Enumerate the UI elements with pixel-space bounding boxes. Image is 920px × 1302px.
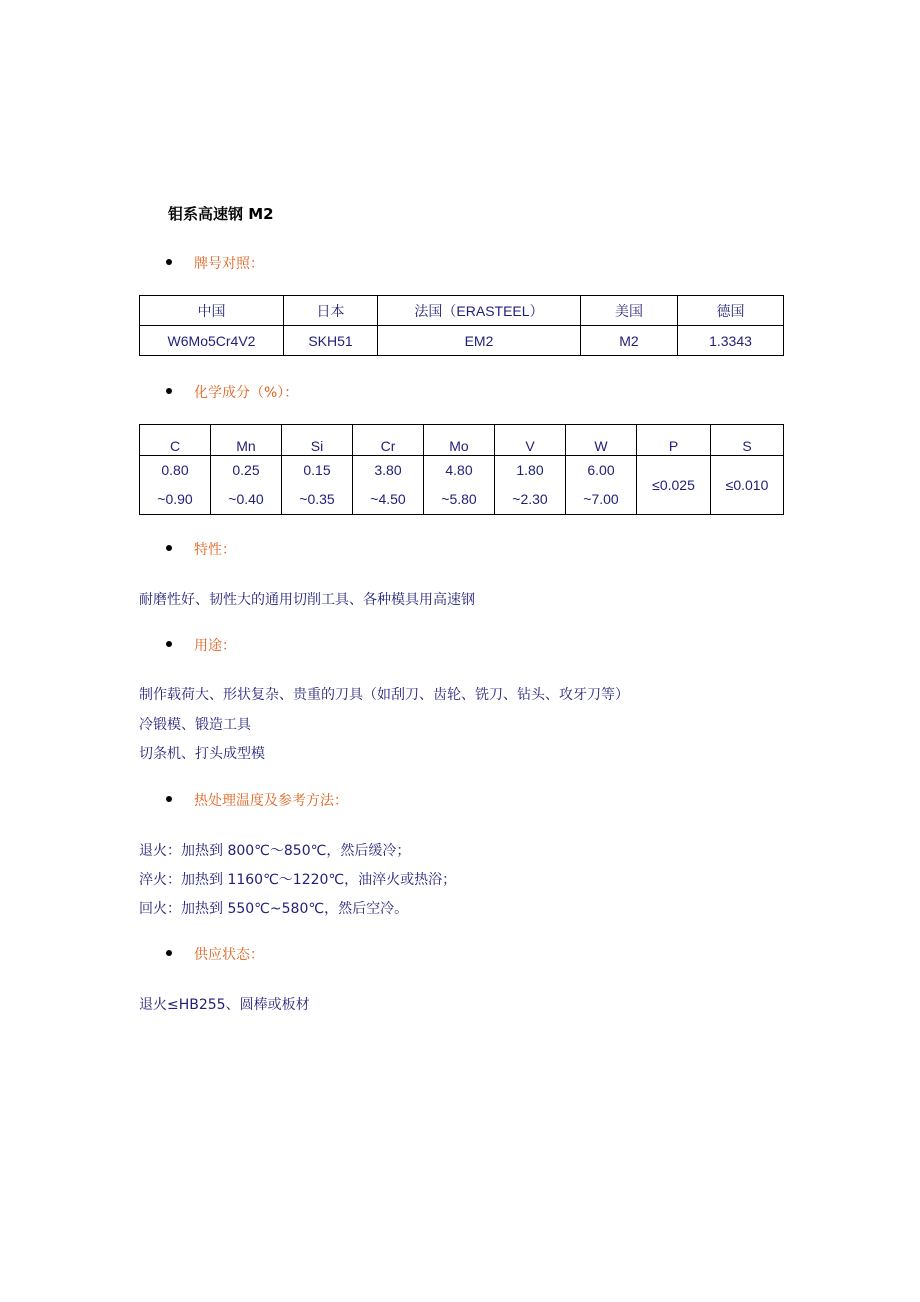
grade-value-usa: M2 (581, 326, 678, 356)
range-max: ~0.35 (299, 491, 335, 507)
range-min: 1.80 (516, 462, 544, 478)
range-min: 4.80 (445, 462, 473, 478)
bullet-icon (166, 641, 172, 647)
range-min: 3.80 (374, 462, 402, 478)
range-max: ~7.00 (583, 491, 619, 507)
grade-value-china: W6Mo5Cr4V2 (140, 326, 284, 356)
grade-header-china: 中国 (140, 296, 284, 326)
section-heading: 供应状态： (194, 947, 264, 963)
grade-header-usa: 美国 (581, 296, 678, 326)
section-heading: 热处理温度及参考方法： (194, 793, 348, 809)
range-max: ~2.30 (512, 491, 548, 507)
composition-cell-s: ≤0.010 (711, 456, 784, 515)
grade-header-france: 法国（ERASTEEL） (378, 296, 581, 326)
element-header: Mo (424, 425, 495, 456)
composition-cell (353, 456, 424, 515)
bullet-icon (166, 545, 172, 551)
grade-value-germany: 1.3343 (678, 326, 784, 356)
range-max: ~4.50 (370, 491, 406, 507)
supply-text: 退火≤HB255、圆棒或板材 (139, 997, 310, 1013)
range-max: ~0.90 (157, 491, 193, 507)
bullet-icon (166, 388, 172, 394)
uses-line: 切条机、打头成型模 (139, 746, 265, 762)
range-max: ~0.40 (228, 491, 264, 507)
bullet-icon (166, 950, 172, 956)
section-heading: 特性： (194, 542, 236, 558)
heat-line: 回火：加热到 550℃~580℃，然后空冷。 (139, 901, 409, 917)
section-heading: 牌号对照： (194, 256, 264, 272)
element-header: W (566, 425, 637, 456)
composition-cell (566, 456, 637, 515)
range-min: 0.80 (161, 462, 189, 478)
page-title: 钼系高速钢 M2 (168, 205, 274, 223)
bullet-icon (166, 259, 172, 265)
composition-cell (495, 456, 566, 515)
element-header: C (140, 425, 211, 456)
element-header: Mn (211, 425, 282, 456)
properties-text: 耐磨性好、韧性大的通用切削工具、各种模具用高速钢 (139, 592, 475, 608)
range-min: 0.15 (303, 462, 331, 478)
composition-cell (424, 456, 495, 515)
grade-value-japan: SKH51 (284, 326, 378, 356)
range-max: ~5.80 (441, 491, 477, 507)
range-min: 6.00 (587, 462, 615, 478)
section-heading: 化学成分（%）： (194, 385, 299, 401)
grade-header-germany: 德国 (678, 296, 784, 326)
section-heading: 用途： (194, 638, 236, 654)
chemical-composition-table (139, 424, 784, 515)
grade-comparison-table (139, 295, 784, 356)
element-header: S (711, 425, 784, 456)
bullet-icon (166, 796, 172, 802)
element-header: P (637, 425, 711, 456)
composition-cell-p: ≤0.025 (637, 456, 711, 515)
composition-cell (140, 456, 211, 515)
uses-line: 制作载荷大、形状复杂、贵重的刀具（如刮刀、齿轮、铣刀、钻头、攻牙刀等） (139, 687, 629, 703)
composition-cell (211, 456, 282, 515)
heat-line: 淬火：加热到 1160℃～1220℃，油淬火或热浴； (139, 872, 457, 888)
uses-line: 冷锻模、锻造工具 (139, 717, 251, 733)
heat-line: 退火：加热到 800℃～850℃，然后缓冷； (139, 843, 411, 859)
grade-header-japan: 日本 (284, 296, 378, 326)
element-header: Si (282, 425, 353, 456)
element-header: Cr (353, 425, 424, 456)
grade-value-france: EM2 (378, 326, 581, 356)
range-min: 0.25 (232, 462, 260, 478)
element-header: V (495, 425, 566, 456)
composition-cell (282, 456, 353, 515)
